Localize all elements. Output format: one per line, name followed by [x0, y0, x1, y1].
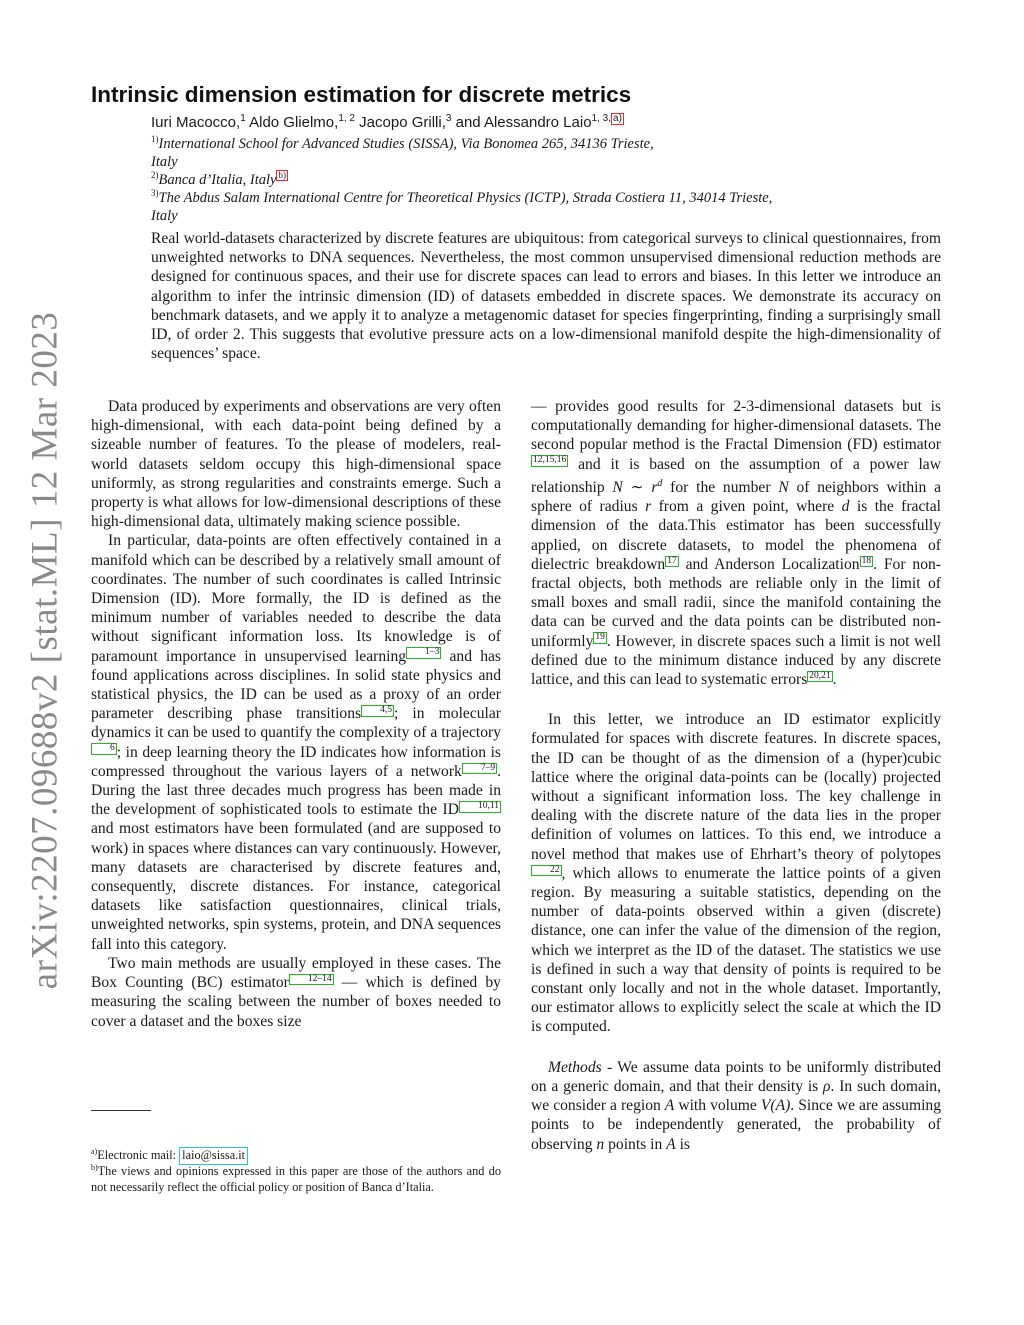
text: of neighbors within a sphere of radius: [531, 479, 941, 516]
footnote-mark: b): [91, 1163, 98, 1172]
text: and it is based on the assumption of a power law relationship: [531, 455, 941, 496]
text: . However, in discrete spaces such a limit is not well defined due to the minimum distance induced by any discrete lattice, and this can lead to systematic errors: [531, 632, 941, 689]
affiliation-1: [151, 130, 654, 171]
text: . Since we are assuming points to be independently generated, the probability of observing: [531, 1097, 941, 1153]
affiliation-mark: [592, 113, 624, 124]
paragraph: [531, 1058, 941, 1154]
citation-link[interactable]: 7–9: [462, 763, 497, 775]
citation-link[interactable]: 22: [531, 865, 562, 877]
paper-title: Intrinsic dimension estimation for discrete metrics: [91, 82, 632, 107]
text: — provides good results for 2-3-dimensional datasets but is computationally demanding for higher-dimensional datasets. The second popular method is the Fractal Dimension (FD) estimator: [531, 398, 941, 454]
footnote-link-b[interactable]: b): [278, 170, 286, 180]
text: with volume: [674, 1097, 761, 1115]
footnote-b: [91, 1160, 501, 1195]
text: . During the last three decades much progress has been made in the development of sophisticated tools to estimate the ID: [91, 762, 501, 819]
math: ρ: [823, 1077, 831, 1095]
citation-link[interactable]: 12–14: [289, 974, 334, 986]
citation-link[interactable]: 4,5: [361, 705, 394, 717]
right-column: [531, 397, 941, 1154]
affiliation-text: Italy: [151, 207, 178, 224]
footnote-divider: [91, 1110, 151, 1111]
text: . In such domain, we consider a region: [531, 1077, 941, 1115]
text: ; in deep learning theory the ID indicates how information is compressed throughout the various layers of a network: [91, 743, 501, 780]
paragraph: [531, 710, 941, 1036]
section-heading: Methods: [548, 1058, 602, 1076]
author-name: Aldo Glielmo,: [245, 114, 339, 131]
math: A: [664, 1097, 675, 1115]
math: A: [666, 1135, 676, 1153]
text: - We assume data points to be uniformly distributed on a generic domain, and that their density is: [531, 1058, 941, 1095]
affiliation-text: International School for Advanced Studies (SISSA), Via Bonomea 265, 34136 Trieste,: [158, 135, 654, 152]
citation-link[interactable]: 18: [861, 555, 872, 566]
text: and most estimators have been formulated (and are supposed to work) in spaces where distances can vary continuously. However, many datasets are characterised by discrete features and, consequently, discrete distances. For instance, categorical datasets like satisfaction questionnaires, clinical trials, unweighted networks, spin systems, protein, and DNA sequences fall into this category.: [91, 820, 501, 953]
affiliation-mark-text: 1, 3,: [591, 113, 612, 124]
left-column: [91, 397, 501, 1031]
math: n: [596, 1135, 605, 1153]
text: .: [832, 671, 837, 689]
text: from a given point, where: [651, 498, 842, 516]
affiliation-text: The Abdus Salam International Centre for Theoretical Physics (ICTP), Strada Costiera 11, 34014 Trieste,: [158, 189, 773, 206]
footnote-text: Electronic mail:: [97, 1148, 180, 1163]
affiliation-text: Italy: [151, 153, 178, 170]
author-list: [151, 113, 624, 131]
text: In particular, data-points are often effectively contained in a manifold which can be described by a relatively small amount of coordinates. The number of such coordinates is called Intrinsic Dimension (ID). More formally, the ID is defined as the minimum number of variables needed to describe the data without significant information loss. Its knowledge is of paramount importance in unsupervised learning: [91, 532, 501, 665]
math: d: [841, 498, 850, 516]
affiliation-mark: 1: [240, 113, 246, 124]
arxiv-identifier: [14, 311, 76, 989]
footnote-text: The views and opinions expressed in this paper are those of the authors and do not necessarily reflect the official policy or position of Banca d’Italia.: [91, 1164, 501, 1194]
text: . For non-fractal objects, both methods are reliable only in the limit of small boxes and small radii, since the manifold containing the data can be curved and the data points can be distributed non-uniformly: [531, 555, 941, 650]
affiliation-mark: 3: [445, 113, 452, 124]
text: In this letter, we introduce an ID estimator explicitly formulated for spaces with discrete features. In discrete spaces, the ID can be thought of as the dimension of a (hyper)cubic lattice where the original data-points can be (locally) projected without a significant information loss. The key challenge in dealing with the discrete nature of the data lies in the proper definition of volumes on lattices. To this end, we introduce a novel method that makes use of Ehrhart’s theory of polytopes: [531, 711, 941, 863]
paragraph: [91, 954, 501, 1031]
citation-link[interactable]: 6: [91, 743, 117, 755]
text: and has found applications across disciplines. In solid state physics and statistical physics, the ID can be used as a proxy of an order parameter describing phase transitions: [91, 647, 501, 723]
math: N: [778, 479, 789, 496]
affiliation-number: 3): [151, 188, 159, 198]
arxiv-identifier-text: arXiv:2207.09688v2 [stat.ML] 12 Mar 2023: [24, 311, 66, 989]
author-name: Iuri Macocco,: [151, 114, 241, 131]
paragraph: Data produced by experiments and observations are very often high-dimensional, with each data-point being defined by a sizeable number of features. To the please of modelers, real-world datasets seldom occupy this high-dimensional space uniformly, as strong regularities and constraints emerge. Such a property is what allows for low-dimensional descriptions of these high-dimensional data, ultimately making science possible.: [91, 398, 501, 531]
text: for the number: [662, 479, 779, 496]
citation-link[interactable]: 10,11: [459, 801, 501, 813]
email-link[interactable]: laio@sissa.it: [179, 1147, 248, 1165]
affiliation-mark: 1, 2: [338, 113, 355, 124]
affiliation-3: [151, 184, 772, 225]
author-name: and Alessandro Laio: [451, 114, 592, 131]
math: r: [645, 498, 652, 516]
footnote-link-a[interactable]: a): [613, 113, 622, 124]
text: ; in molecular dynamics it can be used to quantify the complexity of a trajectory: [91, 705, 501, 742]
citation-link[interactable]: 12,15,16: [533, 455, 567, 466]
citation-link[interactable]: 1–3: [406, 647, 441, 659]
affiliation-number: 1): [151, 134, 159, 144]
affiliation-number: 2): [151, 170, 159, 180]
text: is: [675, 1135, 690, 1153]
paragraph: [531, 397, 941, 689]
affiliation-text: Banca d’Italia, Italy: [158, 171, 277, 188]
abstract: Real world-datasets characterized by discrete features are ubiquitous: from categorical surveys to clinical questionnaires, from unweighted networks to DNA sequences. Nevertheless, the most common unsupervised dimensional reduction methods are designed for continuous spaces, and their use for discrete spaces can lead to errors and biases. In this letter we introduce an algorithm to infer the intrinsic dimension (ID) of datasets embedded in discrete spaces. We demonstrate its accuracy on benchmark datasets, and we apply it to analyze a metagenomic dataset for species fingerprinting, finding a surprisingly small ID, of order 2. This suggests that evolutive pressure acts on a low-dimensional manifold despite the high-dimensionality of sequences’ space.: [151, 230, 941, 363]
text: and Anderson Localization: [678, 555, 860, 573]
text: is the fractal dimension of the data.This estimator has been successfully applied, on discrete datasets, to model the phenomena of dielectric breakdown: [531, 498, 941, 573]
text: , which allows to enumerate the lattice points of a given region. By measuring a suitable statistics, depending on the number of data-points observed within a given (discrete) distance, one can infer the value of the dimension of the region, which we interpret as the ID of the dataset. The statistics we use is defined in such a way that density of points is required to be constant only locally and not in the whole dataset. Importantly, our estimator allows to explicitly select the scale at which the ID is computed.: [531, 864, 941, 1036]
text: Two main methods are usually employed in these cases. The Box Counting (BC) estimator: [91, 954, 501, 992]
citation-link[interactable]: 20,21: [809, 670, 831, 681]
citation-link[interactable]: 17: [667, 555, 677, 566]
footnote-mark: a): [91, 1147, 98, 1156]
text: points in: [604, 1135, 667, 1153]
author-name: Jacopo Grilli,: [355, 114, 446, 131]
citation-link[interactable]: 19: [595, 632, 605, 643]
math: V(A): [760, 1097, 791, 1115]
math-exponent: d: [657, 477, 663, 489]
text: — which is defined by measuring the scaling between the number of boxes needed to cover a dataset and the boxes size: [91, 974, 501, 1030]
math: N ∼ r: [612, 479, 658, 496]
paragraph: [91, 531, 501, 953]
